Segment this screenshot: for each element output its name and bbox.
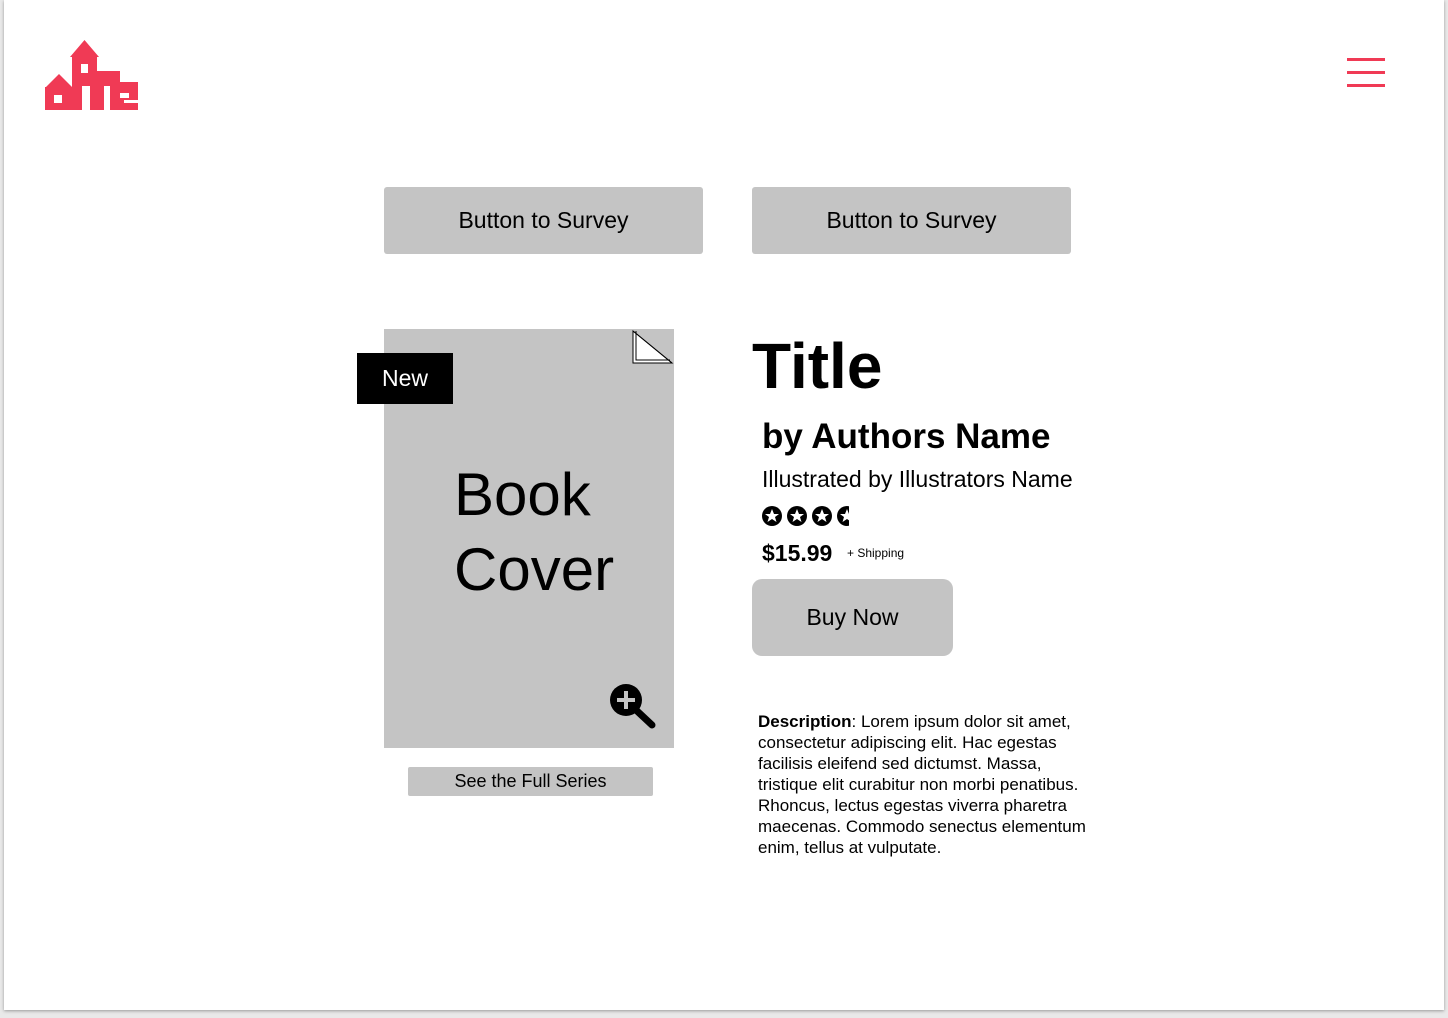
star-icon [762,506,782,526]
menu-line [1347,84,1385,87]
menu-line [1347,71,1385,74]
page [4,0,1444,1010]
star-icon [837,506,849,526]
new-badge: New [357,353,453,404]
see-full-series-button[interactable]: See the Full Series [408,767,653,796]
star-rating [761,504,849,528]
illustrator-name: Illustrated by Illustrators Name [762,466,1073,492]
survey-button-1[interactable]: Button to Survey [384,187,703,254]
page-corner-icon [632,329,674,365]
price: $15.99 [762,540,833,566]
house-logo-icon[interactable] [44,38,138,112]
description-text: : Lorem ipsum dolor sit amet, consectetur adipiscing elit. Hac egestas facilisis eleifend sed dictumst. Massa, tristique elit curabitur non morbi penatibus. Rhoncus, lectus egestas viverra pharetra maecenas. Commodo senectus elementum enim, tellus at vulputate. [758,712,1086,857]
shipping-note: + Shipping [847,546,905,560]
survey-button-2[interactable]: Button to Survey [752,187,1071,254]
book-cover-text: Book Cover [454,461,615,603]
star-icon [812,506,832,526]
buy-now-button[interactable]: Buy Now [752,579,953,656]
hamburger-menu-icon[interactable] [1347,58,1389,90]
description-label: Description [758,712,852,731]
menu-line [1347,58,1385,61]
book-title: Title [752,330,883,402]
star-icon [787,506,807,526]
author-name: by Authors Name [762,417,1051,456]
zoom-in-icon[interactable] [607,682,657,730]
description [758,711,1098,858]
